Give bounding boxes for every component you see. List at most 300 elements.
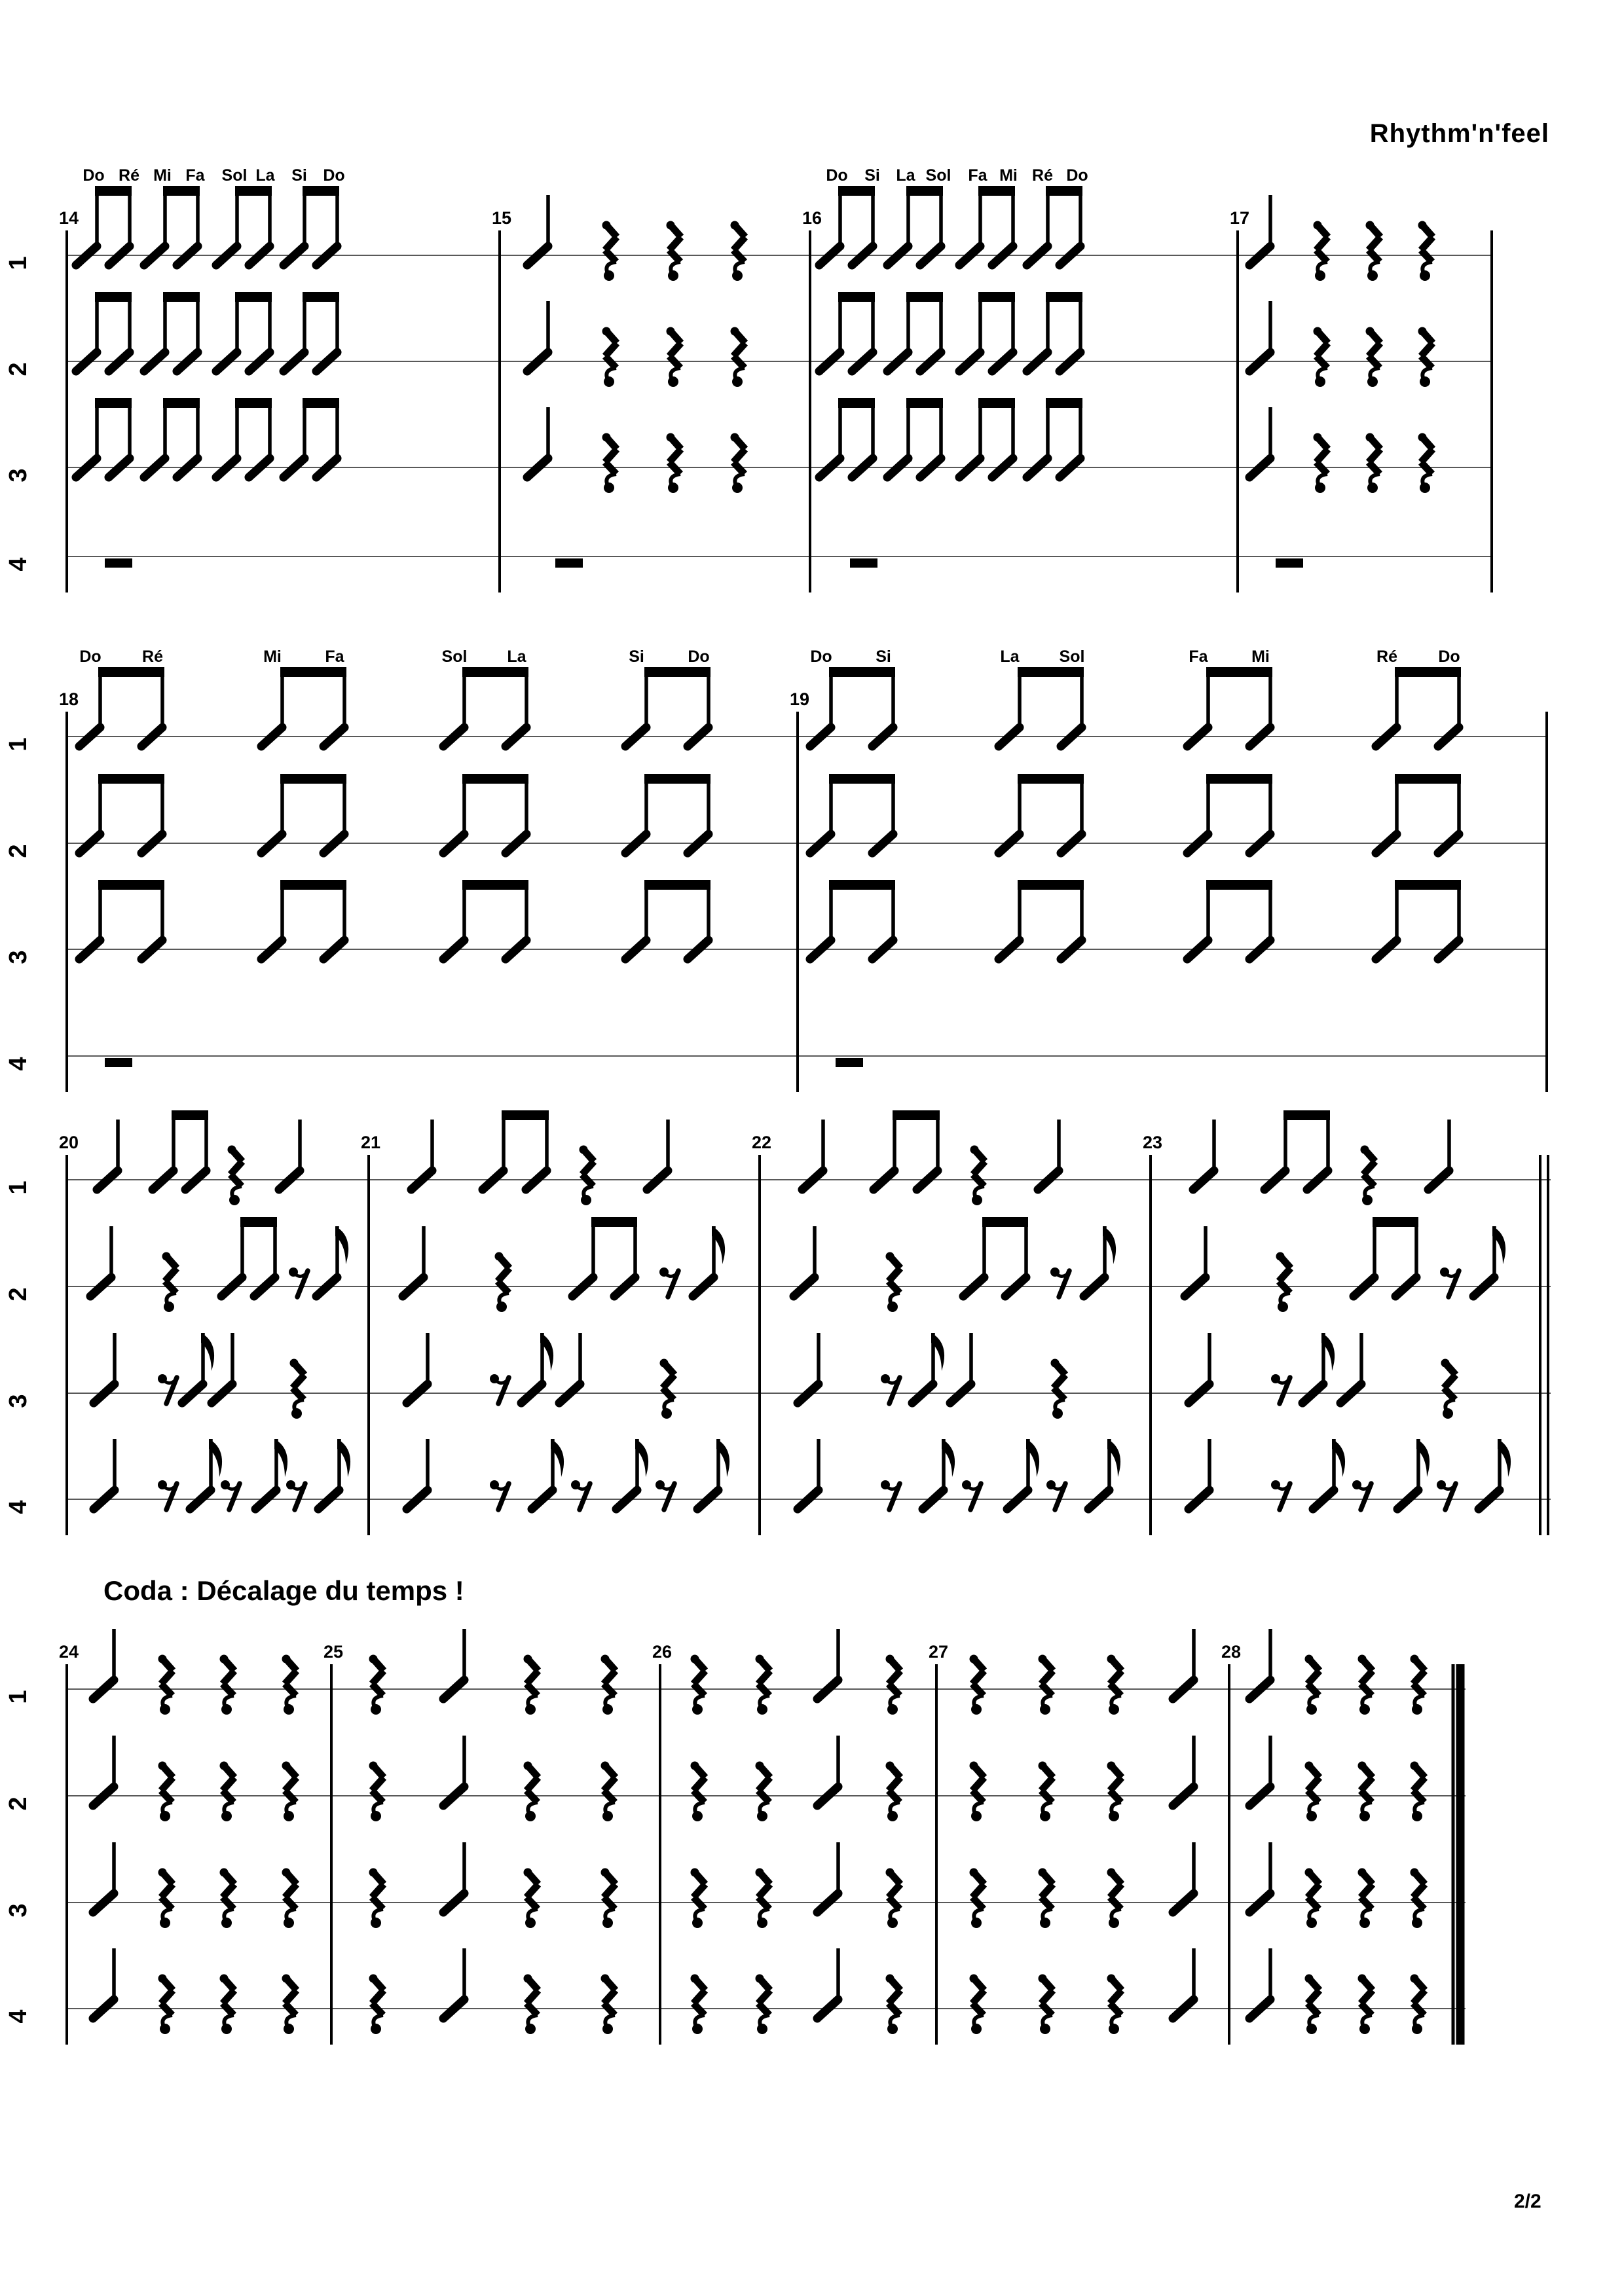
measure-number: 20 bbox=[59, 1133, 79, 1152]
note-quarter bbox=[1249, 1736, 1270, 1806]
beamed-eighth-pair bbox=[625, 774, 710, 853]
staff-label: 3 bbox=[5, 950, 32, 964]
note-eighth bbox=[923, 1439, 955, 1509]
note-eighth bbox=[1479, 1439, 1511, 1509]
rest-eighth bbox=[158, 1480, 177, 1510]
note-quarter bbox=[1249, 301, 1270, 371]
rest-quarter bbox=[731, 433, 746, 494]
end-barline bbox=[1545, 712, 1548, 1092]
beamed-eighth-pair bbox=[1187, 774, 1272, 853]
rest-quarter bbox=[886, 1762, 901, 1822]
beamed-eighth-pair bbox=[959, 398, 1015, 477]
rest-eighth bbox=[1352, 1480, 1371, 1510]
rest-whole bbox=[836, 1058, 863, 1067]
note-quarter bbox=[1173, 1736, 1194, 1806]
measure-number: 18 bbox=[59, 689, 79, 709]
note-name: Mi bbox=[999, 166, 1018, 185]
measure-number: 25 bbox=[323, 1642, 344, 1662]
rest-quarter bbox=[970, 1146, 986, 1206]
note-name: Si bbox=[876, 647, 891, 666]
note-quarter bbox=[1249, 1842, 1270, 1912]
rest-eighth bbox=[490, 1374, 509, 1404]
rest-quarter bbox=[1276, 1252, 1291, 1313]
rest-whole bbox=[105, 1058, 132, 1067]
beamed-eighth-pair bbox=[153, 1110, 208, 1190]
beamed-eighth-pair bbox=[1376, 774, 1461, 853]
note-quarter bbox=[407, 1439, 428, 1509]
rest-quarter bbox=[220, 1762, 235, 1822]
note-eighth bbox=[693, 1226, 725, 1296]
staff-label: 1 bbox=[5, 1180, 32, 1195]
note-quarter bbox=[1249, 1948, 1270, 2018]
note-eighth bbox=[912, 1333, 944, 1403]
rest-quarter bbox=[1305, 1762, 1320, 1822]
rest-whole bbox=[850, 558, 877, 568]
rest-quarter bbox=[290, 1359, 305, 1419]
note-name: Fa bbox=[1189, 647, 1208, 666]
note-eighth bbox=[1088, 1439, 1120, 1509]
note-name: Do bbox=[810, 647, 832, 666]
rest-quarter bbox=[601, 1655, 616, 1715]
note-quarter bbox=[1173, 1629, 1194, 1699]
rest-quarter bbox=[886, 1655, 901, 1715]
beamed-eighth-pair bbox=[79, 880, 164, 959]
rest-quarter bbox=[731, 327, 746, 388]
note-name: Mi bbox=[263, 647, 282, 666]
beamed-eighth-pair bbox=[443, 880, 528, 959]
rest-quarter bbox=[1441, 1359, 1456, 1419]
beamed-eighth-pair bbox=[76, 398, 132, 477]
note-quarter bbox=[798, 1333, 819, 1403]
coda-label: Coda : Décalage du temps ! bbox=[103, 1575, 464, 1606]
barline bbox=[65, 230, 68, 592]
note-quarter bbox=[93, 1948, 114, 2018]
staff-label: 2 bbox=[5, 362, 32, 376]
score-title: Rhythm'n'feel bbox=[1369, 119, 1549, 148]
rest-quarter bbox=[1358, 1762, 1373, 1822]
rest-quarter bbox=[220, 1655, 235, 1715]
rest-quarter bbox=[1418, 327, 1433, 388]
barline bbox=[1228, 1664, 1230, 2045]
note-quarter bbox=[279, 1120, 300, 1190]
beamed-eighth-pair bbox=[144, 186, 200, 265]
rest-quarter bbox=[524, 1655, 539, 1715]
beamed-eighth-pair bbox=[1376, 880, 1461, 959]
beamed-eighth-pair bbox=[959, 292, 1015, 371]
rest-quarter bbox=[691, 1762, 706, 1822]
rest-quarter bbox=[660, 1359, 675, 1419]
note-name: Sol bbox=[441, 647, 468, 666]
note-name: Mi bbox=[153, 166, 172, 185]
rest-quarter bbox=[602, 327, 618, 388]
rest-quarter bbox=[602, 221, 618, 282]
rest-quarter bbox=[970, 1868, 985, 1929]
rest-quarter bbox=[691, 1868, 706, 1929]
note-quarter bbox=[527, 301, 548, 371]
measure-number: 16 bbox=[802, 208, 822, 228]
rest-quarter bbox=[369, 1975, 384, 2035]
beamed-eighth-pair bbox=[999, 667, 1084, 746]
beamed-eighth-pair bbox=[1264, 1110, 1330, 1190]
beamed-eighth-pair bbox=[625, 880, 710, 959]
barline bbox=[809, 230, 811, 592]
rest-quarter bbox=[580, 1146, 595, 1206]
rest-quarter bbox=[158, 1975, 174, 2035]
rest-eighth bbox=[1437, 1480, 1456, 1510]
rest-quarter bbox=[1411, 1762, 1426, 1822]
beamed-eighth-pair bbox=[1027, 292, 1082, 371]
rest-quarter bbox=[282, 1655, 297, 1715]
beamed-eighth-pair bbox=[625, 667, 710, 746]
note-name: Si bbox=[629, 647, 644, 666]
rest-eighth bbox=[1271, 1480, 1290, 1510]
note-eighth bbox=[182, 1333, 214, 1403]
note-quarter bbox=[527, 407, 548, 477]
note-quarter bbox=[817, 1948, 838, 2018]
rest-quarter bbox=[886, 1252, 901, 1313]
beamed-eighth-pair bbox=[1187, 667, 1272, 746]
note-quarter bbox=[407, 1333, 428, 1403]
rest-quarter bbox=[1411, 1975, 1426, 2035]
rest-eighth bbox=[962, 1480, 981, 1510]
note-name: Do bbox=[83, 166, 105, 185]
rest-quarter bbox=[369, 1655, 384, 1715]
beamed-eighth-pair bbox=[144, 292, 200, 371]
note-quarter bbox=[1038, 1120, 1059, 1190]
system-1 bbox=[5, 166, 1493, 592]
rest-quarter bbox=[1361, 1146, 1376, 1206]
measure-number: 19 bbox=[790, 689, 810, 709]
note-quarter bbox=[443, 1736, 464, 1806]
rest-quarter bbox=[524, 1762, 539, 1822]
rest-eighth bbox=[490, 1480, 509, 1510]
note-quarter bbox=[93, 1842, 114, 1912]
note-quarter bbox=[1193, 1120, 1214, 1190]
beamed-eighth-pair bbox=[221, 1217, 277, 1296]
rest-quarter bbox=[228, 1146, 243, 1206]
beamed-eighth-pair bbox=[284, 292, 339, 371]
rest-quarter bbox=[756, 1762, 771, 1822]
barline bbox=[367, 1155, 370, 1535]
beamed-eighth-pair bbox=[810, 667, 895, 746]
rest-quarter bbox=[1411, 1868, 1426, 1929]
end-barline bbox=[1539, 1155, 1541, 1535]
note-quarter bbox=[559, 1333, 580, 1403]
note-quarter bbox=[93, 1736, 114, 1806]
end-barline bbox=[1456, 1664, 1465, 2045]
beamed-eighth-pair bbox=[819, 186, 875, 265]
rest-quarter bbox=[495, 1252, 510, 1313]
rest-quarter bbox=[1358, 1868, 1373, 1929]
rest-quarter bbox=[667, 221, 682, 282]
rest-quarter bbox=[1411, 1655, 1426, 1715]
rest-quarter bbox=[1358, 1655, 1373, 1715]
rest-quarter bbox=[756, 1975, 771, 2035]
measure-number: 23 bbox=[1143, 1133, 1163, 1152]
note-quarter bbox=[1189, 1439, 1209, 1509]
note-quarter bbox=[527, 195, 548, 265]
rest-eighth bbox=[1440, 1267, 1459, 1297]
beamed-eighth-pair bbox=[999, 880, 1084, 959]
beamed-eighth-pair bbox=[887, 292, 943, 371]
barline bbox=[65, 1664, 68, 2045]
note-quarter bbox=[443, 1629, 464, 1699]
note-eighth bbox=[697, 1439, 729, 1509]
staff-label: 2 bbox=[5, 1796, 32, 1811]
beamed-eighth-pair bbox=[874, 1110, 940, 1190]
beamed-eighth-pair bbox=[216, 292, 272, 371]
beamed-eighth-pair bbox=[76, 292, 132, 371]
rest-quarter bbox=[158, 1762, 174, 1822]
note-eighth bbox=[616, 1439, 648, 1509]
measure-number: 14 bbox=[59, 208, 79, 228]
note-quarter bbox=[1249, 195, 1270, 265]
rest-eighth bbox=[881, 1374, 900, 1404]
rest-quarter bbox=[1305, 1975, 1320, 2035]
barline bbox=[65, 1155, 68, 1535]
measure-number: 27 bbox=[929, 1642, 949, 1662]
beamed-eighth-pair bbox=[959, 186, 1015, 265]
note-eighth bbox=[1084, 1226, 1116, 1296]
system-2 bbox=[5, 647, 1548, 1092]
staff-label: 2 bbox=[5, 844, 32, 858]
end-barline bbox=[1452, 1664, 1455, 2045]
note-quarter bbox=[794, 1226, 815, 1296]
note-eighth bbox=[1302, 1333, 1335, 1403]
system-3 bbox=[5, 1110, 1551, 1535]
measure-number: 17 bbox=[1230, 208, 1250, 228]
rest-quarter bbox=[1314, 433, 1329, 494]
note-eighth bbox=[532, 1439, 564, 1509]
note-eighth bbox=[1473, 1226, 1505, 1296]
note-eighth bbox=[1397, 1439, 1430, 1509]
rest-quarter bbox=[1314, 221, 1329, 282]
rest-eighth bbox=[286, 1480, 305, 1510]
note-name: Do bbox=[1438, 647, 1460, 666]
note-name: Si bbox=[291, 166, 307, 185]
beamed-eighth-pair bbox=[1027, 186, 1082, 265]
rest-quarter bbox=[220, 1868, 235, 1929]
barline bbox=[330, 1664, 333, 2045]
note-eighth bbox=[255, 1439, 287, 1509]
staff-label: 1 bbox=[5, 256, 32, 270]
beamed-eighth-pair bbox=[887, 186, 943, 265]
rest-whole bbox=[105, 558, 132, 568]
beamed-eighth-pair bbox=[443, 774, 528, 853]
beamed-eighth-pair bbox=[144, 398, 200, 477]
measure-number: 26 bbox=[652, 1642, 673, 1662]
rest-quarter bbox=[601, 1975, 616, 2035]
beamed-eighth-pair bbox=[284, 398, 339, 477]
measure-number: 15 bbox=[492, 208, 512, 228]
barline bbox=[935, 1664, 938, 2045]
note-name: Ré bbox=[1032, 166, 1053, 185]
beamed-eighth-pair bbox=[443, 667, 528, 746]
rest-quarter bbox=[524, 1975, 539, 2035]
beamed-eighth-pair bbox=[79, 667, 164, 746]
beamed-eighth-pair bbox=[216, 186, 272, 265]
note-eighth bbox=[521, 1333, 553, 1403]
rest-quarter bbox=[1366, 433, 1381, 494]
note-name: Ré bbox=[142, 647, 163, 666]
note-quarter bbox=[94, 1333, 115, 1403]
rest-quarter bbox=[158, 1868, 174, 1929]
note-quarter bbox=[647, 1120, 668, 1190]
rest-whole bbox=[555, 558, 583, 568]
measure-number: 21 bbox=[361, 1133, 381, 1152]
staff-label: 4 bbox=[5, 2009, 32, 2024]
rest-eighth bbox=[1046, 1480, 1065, 1510]
barline bbox=[498, 230, 501, 592]
staff-label: 2 bbox=[5, 1287, 32, 1302]
note-name: Do bbox=[79, 647, 101, 666]
rest-quarter bbox=[282, 1868, 297, 1929]
beamed-eighth-pair bbox=[572, 1217, 637, 1296]
staff-label: 4 bbox=[5, 1057, 32, 1071]
rest-quarter bbox=[1051, 1359, 1066, 1419]
note-eighth bbox=[190, 1439, 222, 1509]
note-quarter bbox=[1185, 1226, 1206, 1296]
note-name: Fa bbox=[968, 166, 987, 185]
note-quarter bbox=[1249, 1629, 1270, 1699]
rest-eighth bbox=[659, 1267, 678, 1297]
note-quarter bbox=[97, 1120, 118, 1190]
note-name: Mi bbox=[1251, 647, 1270, 666]
note-quarter bbox=[443, 1842, 464, 1912]
rest-eighth bbox=[881, 1480, 900, 1510]
rest-quarter bbox=[1314, 327, 1329, 388]
beamed-eighth-pair bbox=[261, 880, 346, 959]
rest-quarter bbox=[970, 1975, 985, 2035]
staff-label: 3 bbox=[5, 1903, 32, 1918]
beamed-eighth-pair bbox=[284, 186, 339, 265]
measure-number: 22 bbox=[752, 1133, 772, 1152]
rest-quarter bbox=[1107, 1975, 1122, 2035]
rest-quarter bbox=[369, 1868, 384, 1929]
note-quarter bbox=[817, 1629, 838, 1699]
rest-quarter bbox=[220, 1975, 235, 2035]
note-quarter bbox=[817, 1842, 838, 1912]
note-name: La bbox=[507, 647, 526, 666]
rest-eighth bbox=[221, 1480, 240, 1510]
rest-quarter bbox=[667, 433, 682, 494]
note-name: Fa bbox=[325, 647, 344, 666]
note-quarter bbox=[1173, 1948, 1194, 2018]
rest-quarter bbox=[1358, 1975, 1373, 2035]
note-name: La bbox=[1000, 647, 1020, 666]
beamed-eighth-pair bbox=[963, 1217, 1028, 1296]
barline bbox=[758, 1155, 761, 1535]
rest-quarter bbox=[1305, 1868, 1320, 1929]
rest-eighth bbox=[158, 1374, 177, 1404]
measure-number: 28 bbox=[1221, 1642, 1242, 1662]
note-quarter bbox=[817, 1736, 838, 1806]
rest-quarter bbox=[1418, 221, 1433, 282]
note-quarter bbox=[94, 1439, 115, 1509]
note-quarter bbox=[1249, 407, 1270, 477]
barline bbox=[659, 1664, 661, 2045]
note-name: La bbox=[896, 166, 915, 185]
note-name: Ré bbox=[119, 166, 139, 185]
note-quarter bbox=[802, 1120, 823, 1190]
rest-quarter bbox=[1366, 221, 1381, 282]
rest-quarter bbox=[601, 1868, 616, 1929]
note-eighth bbox=[1313, 1439, 1345, 1509]
rest-quarter bbox=[282, 1975, 297, 2035]
beamed-eighth-pair bbox=[1354, 1217, 1418, 1296]
rest-quarter bbox=[970, 1655, 985, 1715]
rest-quarter bbox=[691, 1655, 706, 1715]
rest-quarter bbox=[1366, 327, 1381, 388]
rest-quarter bbox=[1107, 1655, 1122, 1715]
note-quarter bbox=[93, 1629, 114, 1699]
note-quarter bbox=[1340, 1333, 1361, 1403]
note-quarter bbox=[950, 1333, 971, 1403]
rest-quarter bbox=[756, 1655, 771, 1715]
note-quarter bbox=[1189, 1333, 1209, 1403]
rest-quarter bbox=[282, 1762, 297, 1822]
rest-quarter bbox=[162, 1252, 177, 1313]
beamed-eighth-pair bbox=[887, 398, 943, 477]
staff-label: 1 bbox=[5, 737, 32, 752]
note-eighth bbox=[316, 1226, 348, 1296]
end-barline bbox=[1490, 230, 1493, 592]
rest-eighth bbox=[655, 1480, 674, 1510]
rest-quarter bbox=[601, 1762, 616, 1822]
rest-quarter bbox=[886, 1975, 901, 2035]
beamed-eighth-pair bbox=[79, 774, 164, 853]
note-quarter bbox=[212, 1333, 232, 1403]
beamed-eighth-pair bbox=[216, 398, 272, 477]
rest-quarter bbox=[1039, 1975, 1054, 2035]
rest-quarter bbox=[1039, 1762, 1054, 1822]
staff-label: 1 bbox=[5, 1690, 32, 1704]
note-name: Sol bbox=[221, 166, 248, 185]
rest-quarter bbox=[1418, 433, 1433, 494]
note-quarter bbox=[1428, 1120, 1449, 1190]
rest-quarter bbox=[158, 1655, 174, 1715]
staff-label: 4 bbox=[5, 1500, 32, 1514]
rest-eighth bbox=[571, 1480, 590, 1510]
rest-quarter bbox=[756, 1868, 771, 1929]
beamed-eighth-pair bbox=[999, 774, 1084, 853]
staff-label: 3 bbox=[5, 468, 32, 483]
note-name: Fa bbox=[185, 166, 205, 185]
page-number: 2/2 bbox=[1514, 2191, 1541, 2212]
note-name: Do bbox=[688, 647, 710, 666]
system-4 bbox=[5, 1629, 1466, 2045]
barline bbox=[796, 712, 799, 1092]
note-name: Ré bbox=[1376, 647, 1397, 666]
note-quarter bbox=[443, 1948, 464, 2018]
beamed-eighth-pair bbox=[1187, 880, 1272, 959]
rest-quarter bbox=[524, 1868, 539, 1929]
note-name: Do bbox=[1066, 166, 1088, 185]
barline bbox=[65, 712, 68, 1092]
staff-label: 4 bbox=[5, 557, 32, 572]
barline bbox=[1149, 1155, 1152, 1535]
beamed-eighth-pair bbox=[819, 292, 875, 371]
rest-quarter bbox=[602, 433, 618, 494]
beamed-eighth-pair bbox=[76, 186, 132, 265]
rest-quarter bbox=[886, 1868, 901, 1929]
rest-quarter bbox=[667, 327, 682, 388]
rest-quarter bbox=[1107, 1868, 1122, 1929]
beamed-eighth-pair bbox=[261, 667, 346, 746]
note-name: La bbox=[255, 166, 275, 185]
rest-eighth bbox=[289, 1267, 308, 1297]
rest-quarter bbox=[731, 221, 746, 282]
